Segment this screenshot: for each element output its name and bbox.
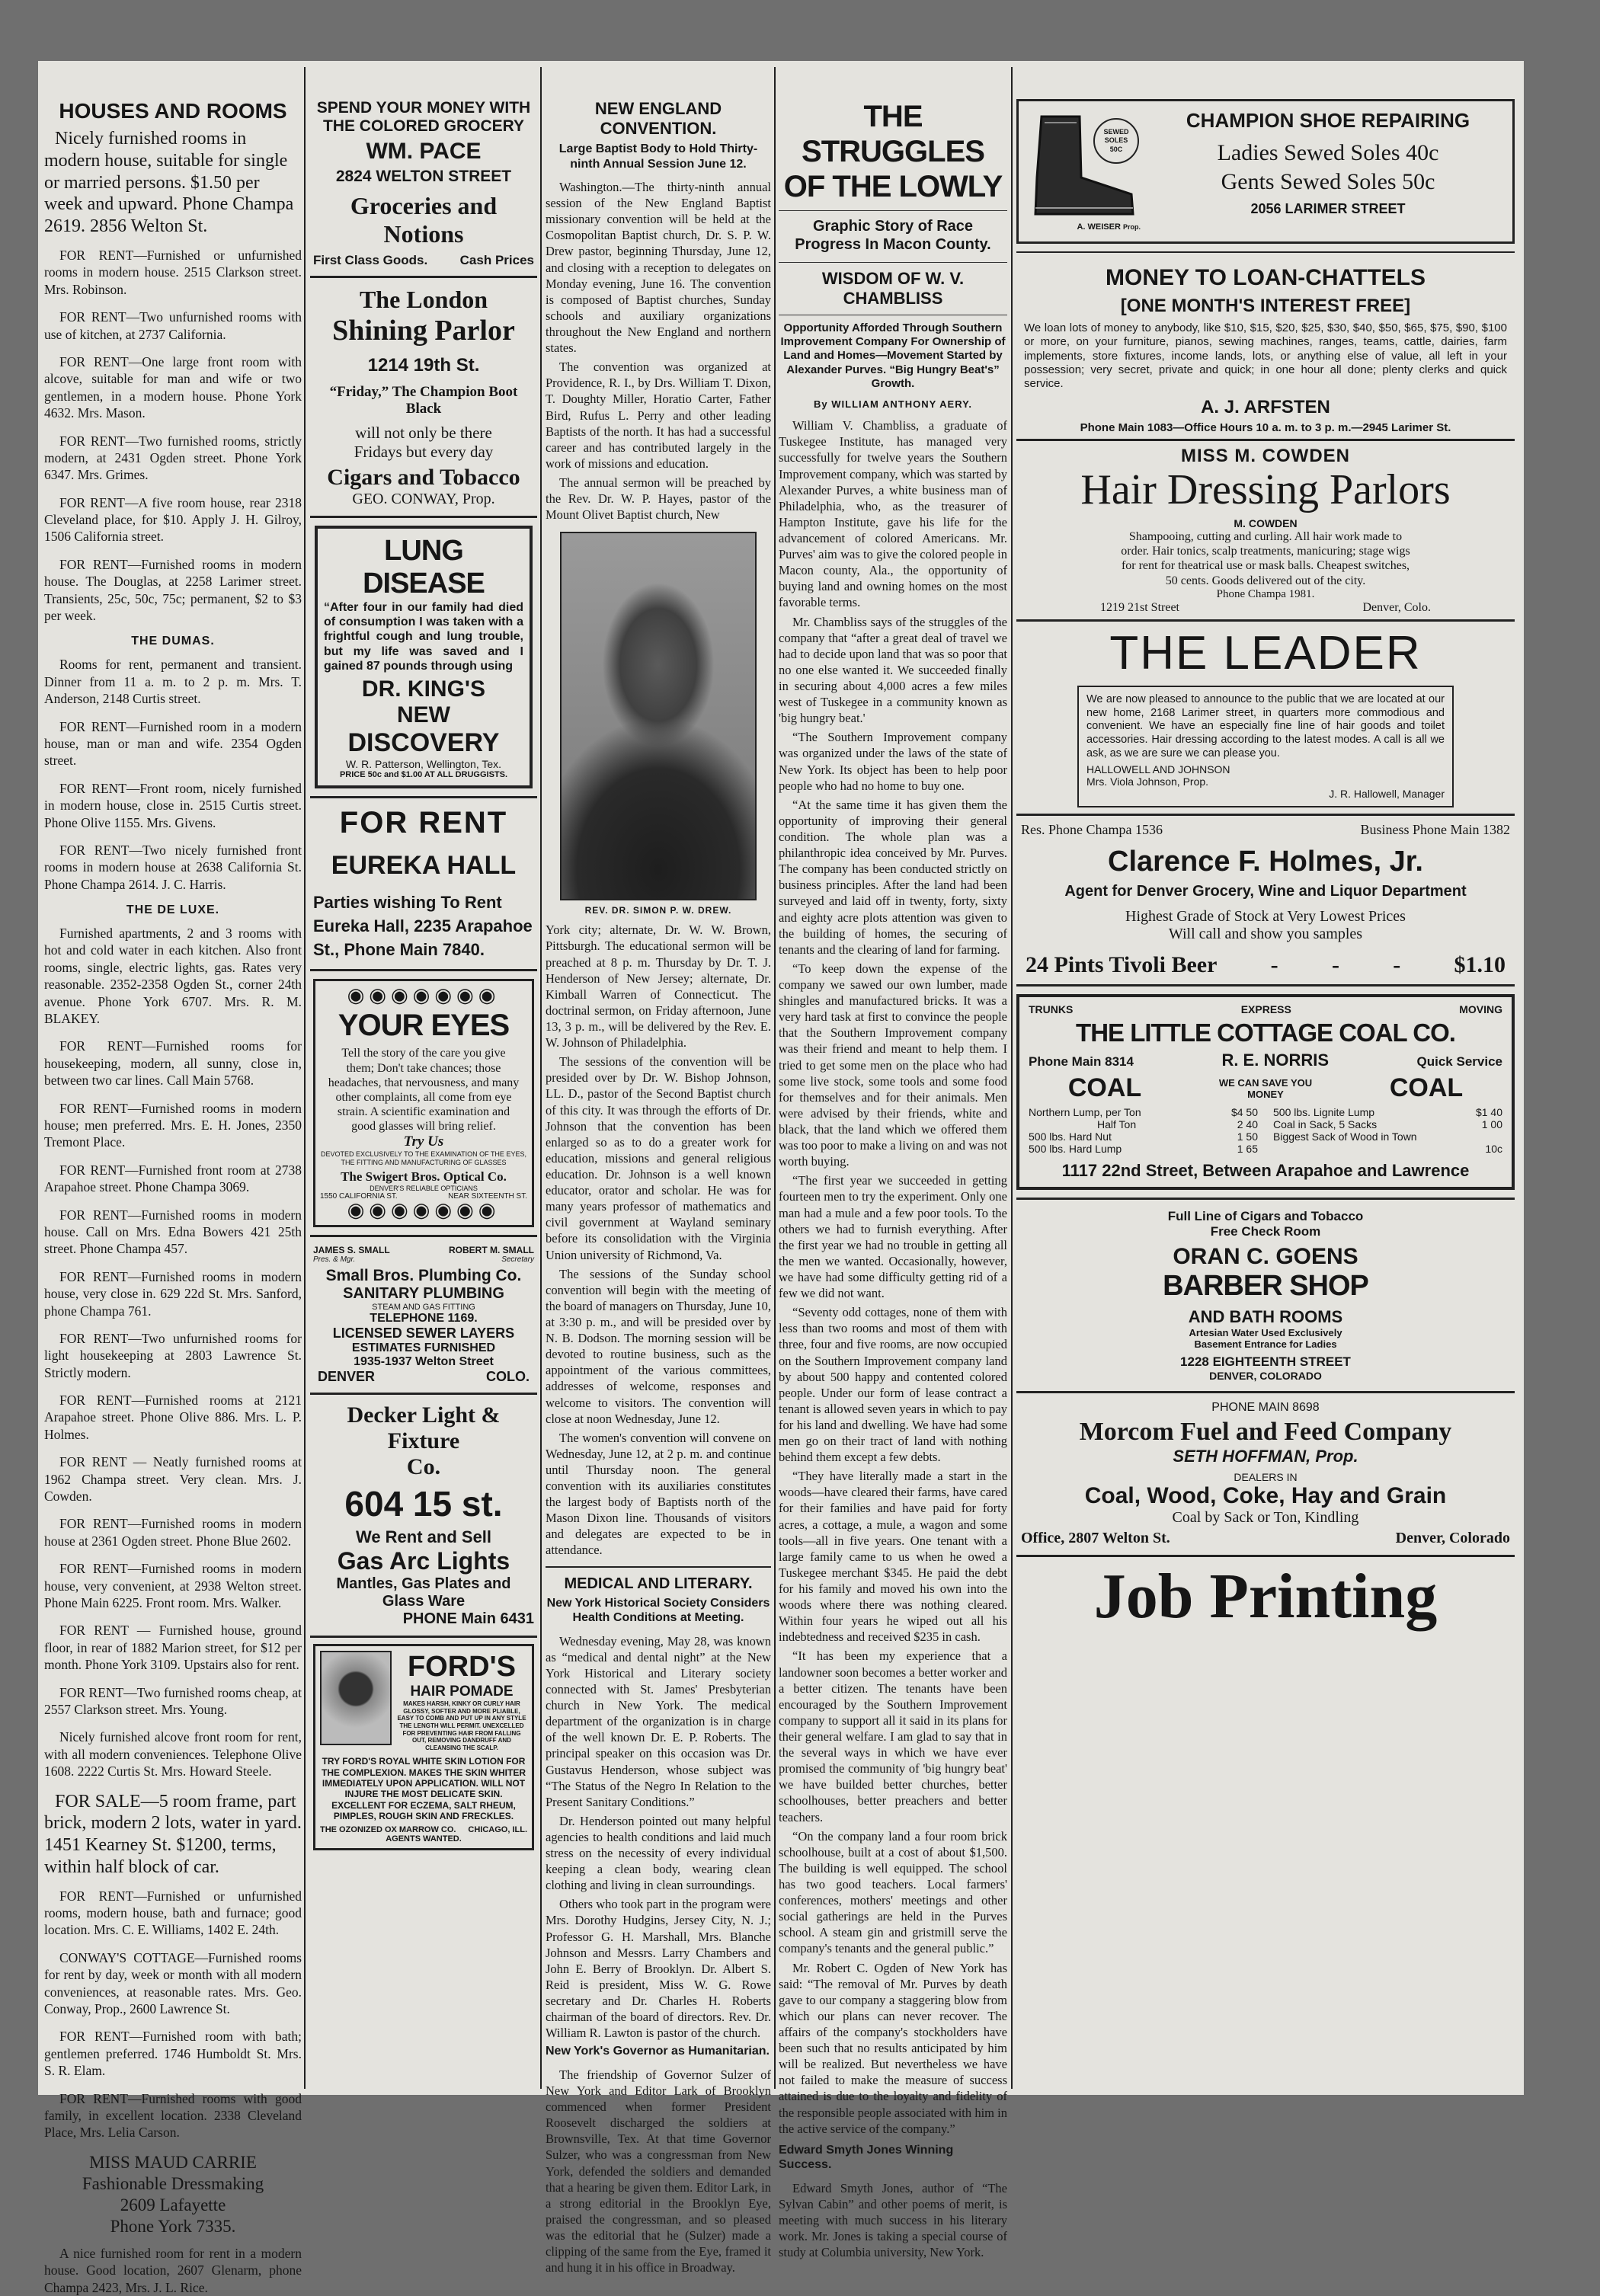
- eureka-hall-ad: [310, 798, 537, 971]
- classified-ad: FOR RENT—Furnished rooms with good family, in excellent location. 2338 Cleveland Place, Mrs. Lelia Carson.: [44, 2090, 302, 2141]
- coal-phone: Phone Main 8314: [1029, 1054, 1134, 1070]
- article-deck: Edward Smyth Jones Winning Success.: [779, 2143, 954, 2172]
- cowden-line: M. COWDEN: [1234, 517, 1298, 530]
- classifieds-heading: HOUSES AND ROOMS: [59, 99, 287, 123]
- barber-line: Full Line of Cigars and Tobacco: [1167, 1209, 1364, 1224]
- plumb-line: COLO.: [486, 1369, 530, 1385]
- article-paragraph: Dr. Henderson pointed out many helpful agencies to health conditions and laid much stress on the necessity of every individual keeping a clean body, wearing clean clothing and living in clean surroundings.: [546, 1813, 771, 1893]
- article-paragraph: Wednesday evening, May 28, was known as “medical and dental night” at the New York Historical and Literary society connected with St. James' Presbyterian church in New York. The medical department of the organization is in charge of the well known Dr. E. P. Roberts. The principal speaker on this occasion was Dr. Gustavus Henderson, whose subject was “The Status of the Negro In Relation to the Present Sanitary Conditions.”: [546, 1633, 771, 1809]
- classified-ad: CONWAY'S COTTAGE—Furnished rooms for rent by day, week or month with all modern conveniences, at reasonable rates. Mrs. Geo. Conway, Prop., 2600 Lawrence St.: [44, 1949, 302, 2017]
- classified-list: [44, 247, 302, 624]
- ford-line: AGENTS WANTED.: [386, 1834, 462, 1844]
- plumb-line: ROBERT M. SMALL: [449, 1245, 534, 1256]
- london-line: Shining Parlor: [332, 315, 515, 347]
- coal-line: Quick Service: [1416, 1054, 1502, 1070]
- lung-disease-ad: [310, 518, 537, 798]
- plumb-line: DENVER: [318, 1369, 376, 1385]
- ford-line: THE OZONIZED OX MARROW CO.: [320, 1824, 456, 1834]
- hair-dressing-ad: [1016, 441, 1515, 621]
- coal-item: 500 lbs. Hard Lump: [1029, 1143, 1122, 1156]
- coal-title: THE LITTLE COTTAGE COAL CO.: [1076, 1018, 1455, 1047]
- coal-word: COAL: [1067, 1073, 1142, 1103]
- classified-ad: FOR RENT—Furnished rooms in modern house. Call on Mrs. Edna Bowers 421 25th street. Phone Champa 457.: [44, 1207, 302, 1257]
- leader-title: THE LEADER: [1109, 626, 1422, 680]
- loan-title: MONEY TO LOAN-CHATTELS: [1106, 265, 1426, 290]
- coal-proprietor: R. E. NORRIS: [1221, 1050, 1330, 1070]
- lung-line: PRICE 50c and $1.00 AT ALL DRUGGISTS.: [339, 769, 508, 779]
- leader-line: HALLOWELL AND JOHNSON: [1086, 763, 1230, 776]
- column-rule: [1011, 67, 1013, 2089]
- article-paragraph: The annual sermon will be preached by the Rev. Dr. W. P. Hayes, pastor of the Mount Olivet Baptist church, New: [546, 475, 771, 523]
- coal-line: EXPRESS: [1240, 1003, 1291, 1016]
- barber-name: ORAN C. GOENS: [1173, 1244, 1358, 1270]
- barber-line: AND BATH ROOMS: [1188, 1307, 1343, 1327]
- plumb-line: ESTIMATES FURNISHED: [351, 1341, 496, 1355]
- eyes-line: DENVER'S RELIABLE OPTICIANS: [370, 1185, 478, 1193]
- shoe-prop: Prop.: [1122, 223, 1141, 231]
- decker-line: Co.: [406, 1454, 441, 1480]
- job-printing-ad: [1016, 1557, 1515, 1632]
- classified-ad: FOR RENT — Furnished house, ground floor, in rear of 1882 Marion street, for $12 per month. Phone York 3109. Upstairs also for rent.: [44, 1623, 302, 1673]
- morcom-line: Coal by Sack or Ton, Kindling: [1172, 1509, 1359, 1527]
- loan-text: We loan lots of money to anybody, like $10, $15, $20, $25, $30, $40, $50, $65, $75, $90, $100 or more, on your furniture, pianos, sewing machines, ranges, teams, cattle, dairies, farm implements, store fixtures, income lands, lots, or anything else of value, all left in your possession; very secret, private and quick; in one hour all done; plenty clerks and quick service.: [1024, 321, 1507, 391]
- cowden-phone: Phone Champa 1981.: [1216, 587, 1315, 600]
- column-rule: [540, 67, 542, 2089]
- morcom-line: DEALERS IN: [1234, 1471, 1298, 1484]
- badge-line: 50C: [1109, 145, 1123, 153]
- lung-line: DISCOVERY: [347, 727, 500, 757]
- article-deck: Opportunity Afforded Through Southern Improvement Company For Ownership of Land and Homes—Movement Started by Alexander Purves. “Big Hungry Beat's” Growth.: [780, 321, 1006, 390]
- plumbing-ad: [310, 1237, 537, 1395]
- eyes-title: YOUR EYES: [338, 1009, 510, 1043]
- coal-price: 1 00: [1481, 1118, 1502, 1131]
- badge-line: SEWED: [1103, 128, 1129, 136]
- holmes-line: -: [1270, 952, 1278, 978]
- coal-price: $4 50: [1230, 1106, 1258, 1119]
- ford-title: FORD'S: [407, 1651, 517, 1684]
- loan-subtitle: [ONE MONTH'S INTEREST FREE]: [1120, 296, 1411, 316]
- barber-city: DENVER, COLORADO: [1209, 1370, 1322, 1383]
- plumb-line: 1935-1937 Welton Street: [354, 1355, 494, 1369]
- decker-address: 604 15 st.: [344, 1484, 503, 1524]
- eyes-text: Tell the story of the care you give them; Don't take chances; those headaches, that nervousness, and many other complaints, all come from eye strain. A scientific examination and good glasses will bring relief.: [328, 1047, 520, 1134]
- classified-ad: Nicely furnished alcove front room for rent, with all modern conveniences. Telephone Olive 1608. 2222 Curtis St. Mrs. Howard Steele.: [44, 1729, 302, 1780]
- morcom-address: Office, 2807 Welton St.: [1021, 1530, 1170, 1547]
- london-proprietor: GEO. CONWAY, Prop.: [352, 491, 495, 507]
- plumb-line: TELEPHONE 1169.: [370, 1312, 478, 1325]
- coal-price: 10c: [1485, 1143, 1502, 1156]
- dressmaking-ad: [44, 2152, 302, 2237]
- london-line: will not only be there: [355, 424, 492, 442]
- eye-icon: ◉◉◉◉◉◉◉: [347, 984, 501, 1007]
- decker-line: Decker Light & Fixture: [347, 1402, 501, 1454]
- london-line: The London: [359, 286, 488, 313]
- article-headline: OF THE LOWLY: [783, 170, 1003, 203]
- barber-address: 1228 EIGHTEENTH STREET: [1180, 1354, 1351, 1370]
- coal-line: MOVING: [1459, 1003, 1502, 1016]
- classifieds-column: [44, 99, 302, 2295]
- pace-line: Notions: [383, 220, 464, 248]
- badge-line: SOLES: [1104, 136, 1128, 145]
- shoe-line: Ladies Sewed Soles 40c: [1217, 140, 1439, 165]
- classified-ad: FOR RENT—Two unfurnished rooms for light housekeeping at 2803 Lawrence St. Strictly modern.: [44, 1330, 302, 1380]
- cowden-city: Denver, Colo.: [1362, 600, 1431, 614]
- barber-title: BARBER SHOP: [1163, 1270, 1368, 1303]
- article-byline: By WILLIAM ANTHONY AERY.: [814, 398, 972, 411]
- barber-line: Free Check Room: [1210, 1224, 1321, 1239]
- lung-line: W. R. Patterson, Wellington, Tex.: [345, 757, 502, 770]
- plumb-line: Small Bros. Plumbing Co.: [325, 1267, 522, 1285]
- holmes-name: Clarence F. Holmes, Jr.: [1108, 846, 1423, 878]
- photo-caption: REV. DR. SIMON P. W. DREW.: [584, 905, 732, 916]
- classified-ad: FOR RENT—Furnished rooms in modern house, very close in. 629 22d St. Mrs. Sanford, phone Champa 761.: [44, 1268, 302, 1319]
- coal-item: 500 lbs. Hard Nut: [1029, 1130, 1112, 1143]
- leader-line: J. R. Hallowell, Manager: [1329, 788, 1445, 801]
- article-paragraph: “At the same time it has given them the opportunity of improving their general condition. The whole plan was a philanthropic idea conceived by Mr. Purves. The company has been conducted strictly on business principles. After the land had been surveyed and laid off in twenty, forty, sixty and eighty acre plots attention was given to the building of homes, the securing of tenants and the clearing of land for farming.: [779, 797, 1007, 957]
- classified-ad: FOR RENT—Furnished room with bath; gentlemen preferred. 1746 Humboldt St. Mrs. S. R. Elam.: [44, 2029, 302, 2079]
- classified-ad: FOR RENT—Furnished room in a modern house, man or man and wife. 2354 Ogden street.: [44, 718, 302, 769]
- article-headline: NEW ENGLAND CONVENTION.: [594, 99, 722, 138]
- pace-line: Groceries and: [350, 192, 498, 219]
- deluxe-heading: THE DE LUXE.: [126, 903, 220, 917]
- london-address: 1214 19th St.: [367, 355, 480, 376]
- plumb-line: LICENSED SEWER LAYERS: [332, 1325, 515, 1341]
- dressmaker-service: Fashionable Dressmaking: [82, 2173, 264, 2193]
- morcom-fuel-ad: [1016, 1393, 1515, 1557]
- coal-line: WE CAN SAVE YOU MONEY: [1218, 1076, 1313, 1100]
- classified-ad: FOR RENT—Two unfurnished rooms with use of kitchen, at 2737 California.: [44, 309, 302, 342]
- plumb-line: Secretary: [501, 1255, 534, 1265]
- classified-ad: FOR RENT—Furnished front room at 2738 Arapahoe street. Phone Champa 3069.: [44, 1162, 302, 1195]
- cowden-name: MISS M. COWDEN: [1181, 446, 1350, 467]
- barber-line: Artesian Water Used Exclusively: [1189, 1327, 1342, 1339]
- coal-item: Northern Lump, per Ton: [1029, 1106, 1141, 1119]
- article-paragraph: Mr. Robert C. Ogden of New York has said: “The removal of Mr. Purves by death gave to our company a staggering blow from which our plans can never recover. The affairs of the company's stockholders have been such that no results anticipated by him will be realized. But nevertheless we have not failed to make the measure of success attained is due to the loyalty and fidelity of the responsible people associated with him in the active service of the company.”: [779, 1960, 1007, 2136]
- holmes-phone: Res. Phone Champa 1536: [1021, 822, 1163, 838]
- shoe-repair-ad: [1016, 99, 1515, 244]
- pace-tag: Cash Prices: [459, 253, 534, 267]
- coal-price-list-right: [1273, 1106, 1502, 1155]
- ads-column-right: [1016, 99, 1515, 2080]
- classified-ad: FOR RENT—Two furnished rooms cheap, at 2557 Clarkson street. Mrs. Young.: [44, 1684, 302, 1717]
- decker-line: Glass Ware: [382, 1593, 466, 1610]
- dressmaker-address: 2609 Lafayette: [120, 2195, 226, 2214]
- classified-ad: Nicely furnished rooms in modern house, suitable for single or married persons. $1.50 per week and upward. Phone Champa 2619. 2856 Welton St.: [44, 129, 294, 237]
- classified-ad: FOR RENT — Neatly furnished rooms at 1962 Champa street. Very clean. Mrs. J. Cowden.: [44, 1454, 302, 1505]
- newspaper-page: [38, 61, 1524, 2295]
- column-rule: [304, 67, 306, 2089]
- eyes-line: Try Us: [403, 1134, 444, 1150]
- article-deck: New York Historical Society Considers Health Conditions at Meeting.: [546, 1596, 770, 1625]
- article-deck: Large Baptist Body to Hold Thirty-ninth Annual Session June 12.: [558, 142, 758, 171]
- lung-line: DR. KING'S: [361, 676, 486, 702]
- loan-address: Phone Main 1083—Office Hours 10 a. m. to 3 p. m.—2945 Larimer St.: [1080, 421, 1451, 435]
- lung-line: NEW: [397, 702, 450, 727]
- coal-item: 500 lbs. Lignite Lump: [1273, 1106, 1375, 1119]
- article-paragraph: Others who took part in the program were Mrs. Dorothy Hudgins, Jersey City, N. J.; Professor G. H. Marshall, Mrs. Blanche Johnson and Messrs. Larry Chambers and John E. Berry of Brooklyn. Dr. Albert S. Reid is president, Miss W. G. Rowe secretary and Dr. Charles H. Roberts chairman of the board of directors. Rev. Dr. William R. Lawton is pastor of the church.: [546, 1897, 771, 2041]
- article-paragraph: York city; alternate, Dr. W. W. Brown, Pittsburgh. The educational sermon will be preached at 8 p. m. Thursday by Dr. T. J. Henderson of New Jersey; alternate, Dr. Kimball Warren of Connecticut. The doctrinal sermon, on Friday afternoon, June 13, 3 p. m., will be delivered by the Rev. E. W. Johnson of Philadelphia.: [546, 923, 771, 1050]
- coal-item: Biggest Sack of Wood in Town: [1273, 1130, 1417, 1143]
- article-paragraph: “The Southern Improvement company was organized under the laws of the state of New York. Its object has been to help poor people who had no home to buy one.: [779, 730, 1007, 793]
- classified-ad: FOR SALE—5 room frame, part brick, modern 2 lots, water in yard. 1451 Kearney St. $1200, terms, within half block of car.: [44, 1791, 302, 1877]
- article-paragraph: “Seventy odd cottages, none of them with less than two rooms and most of them with three, four and five rooms, are now occupied on the Southern Improvement company land by about 500 happy and contented colored people. Under our form of lease contract a tenant is allowed seven years in which to pay for his land and dwelling. We have had some men go on their tract of land with nothing behind them except a few debts.: [779, 1305, 1007, 1465]
- decker-line: We Rent and Sell: [355, 1527, 492, 1547]
- london-line: Fridays but every day: [354, 443, 494, 461]
- leader-ad: [1016, 622, 1515, 817]
- ford-line: CHICAGO, ILL.: [468, 1824, 527, 1834]
- decker-line: Gas Arc Lights: [337, 1547, 510, 1575]
- classified-ad: FOR RENT—Furnished rooms in modern house at 2361 Ogden street. Phone Blue 2602.: [44, 1516, 302, 1549]
- coal-item: Coal in Sack, 5 Sacks: [1273, 1118, 1378, 1131]
- article-headline: MEDICAL AND LITERARY.: [564, 1575, 753, 1592]
- eyes-line: 1550 CALIFORNIA ST.: [320, 1192, 398, 1201]
- pace-line: SPEND YOUR MONEY WITH: [316, 99, 531, 117]
- holmes-price: $1.10: [1454, 952, 1506, 978]
- coal-price-list-left: [1029, 1106, 1258, 1155]
- article-paragraph: “On the company land a four room brick schoolhouse, built at a cost of about $1,500. The building is well equipped. The school has two good teachers. Local farmers' conferences, mothers' meetings and other social gatherings are held in the Purves school. A steam gin and gristmill serve the company's tenants and the general public.”: [779, 1828, 1007, 1956]
- column-rule: [774, 67, 776, 2089]
- pace-grocery-ad: [310, 99, 537, 278]
- ford-text: MAKES HARSH, KINKY OR CURLY HAIR GLOSSY, SOFTER AND MORE PLIABLE, EASY TO COMB AND PUT UP IN ANY STYLE THE LENGTH WILL PERMIT. UNEXCELLED FOR PREVENTING HAIR FROM FALLING OUT, REMOVING DANDRUFF AND CLEANSING THE SCALP.: [397, 1700, 526, 1751]
- article-paragraph: The sessions of the convention will be presided over by Dr. W. Bishop Johnson, LL. D., pastor of the Second Baptist church of this city. It was through the efforts of Dr. Johnson that the convention has been enlarged so as to do a greater work for education, missions and general religious education. Dr. Johnson is a well known educator, orator and scholar. He was for many years professor of mathematics and civil government at Wayland seminary before its consolidation with the Virginia Union university of Richmond, Va.: [546, 1054, 771, 1262]
- london-line: Cigars and Tobacco: [327, 465, 520, 490]
- dressmaker-phone: Phone York 7335.: [110, 2216, 236, 2236]
- article-paragraph: “They have literally made a start in the woods—have cleared their farms, have cared for their families and have paid for forty acres, a cottage, a mule, a wagon and some tools—all in five years. One tenant with a large family came to us when he owed a Tuskegee merchant $345. He paid the debt for his family and moved his own into the woods where there was nothing cleared. Within four years he wiped out all his indebtedness and received $235 in cash.: [779, 1469, 1007, 1645]
- article-paragraph: “The first year we succeeded in getting fourteen men to try the experiment. Only one man had a mule and a few poor tools. To the others we had to furnish everything. After the first year we had no trouble in getting all the men we wanted. Occasionally, however, we have had some difficulty getting rid of a few we did not want.: [779, 1173, 1007, 1301]
- portrait-image: [320, 1651, 392, 1745]
- portrait-photo: [560, 532, 757, 900]
- eyes-line: DEVOTED EXCLUSIVELY TO THE EXAMINATION OF THE EYES, THE FITTING AND MANUFACTURING OF GLASSES: [321, 1150, 526, 1166]
- article-paragraph: “It has been my experience that a landowner soon becomes a better worker and a better citizen. The tenants have been encouraged by the Southern Improvement company to support all it said in its plans for their general welfare. I am glad to say that in the several ways in which we have ever promised the community of 'big hungry beat' we have builded better churches, better schoolhouses, better preachers and better teachers.: [779, 1648, 1007, 1824]
- cowden-text: Shampooing, cutting and curling. All hair work made to order. Hair tonics, scalp treatments, manicuring; stage wigs for rent for theatrical use or mask balls. Cheapest switches, 50 cents. Goods delivered out of the city.: [1121, 530, 1410, 587]
- article-headline: WISDOM OF W. V. CHAMBLISS: [821, 268, 965, 308]
- article-paragraph: William V. Chambliss, a graduate of Tuskegee Institute, has managed very successfully for twelve years the Southern Improvement company, which was started by Alexander Purves, a white business man of Philadelphia, who, as the treasurer of Hampton Institute, gave his life for the advancement of colored Americans. Mr. Purves' aim was to give the colored people in Macon county, Ala., the opportunity of buying land and owning homes on the most favorable terms.: [779, 418, 1007, 610]
- classified-ad: FOR RENT—Furnished or unfurnished rooms, modern house, bath and furnace; good location. Mrs. C. E. Williams, 1402 E. 24th.: [44, 1888, 302, 1938]
- shoe-title: CHAMPION SHOE REPAIRING: [1186, 109, 1470, 132]
- holmes-line: Will call and show you samples: [1168, 926, 1363, 943]
- pace-name: WM. PACE: [366, 139, 482, 164]
- eyes-line: The Swigert Bros. Optical Co.: [341, 1169, 507, 1185]
- coal-price: $1 40: [1475, 1106, 1502, 1119]
- shoe-address: 2056 LARIMER STREET: [1250, 201, 1406, 216]
- classified-ad: FOR RENT—Furnished or unfurnished rooms in modern house. 2515 Clarkson street. Mrs. Robinson.: [44, 247, 302, 297]
- pace-tag: First Class Goods.: [313, 253, 428, 267]
- job-printing-title: Job Printing: [1093, 1561, 1438, 1632]
- morcom-title: Morcom Fuel and Feed Company: [1079, 1418, 1452, 1447]
- classified-ad: Rooms for rent, permanent and transient. Dinner from 11 a. m. to 2 p. m. Mrs. T. Anderson, 2148 Curtis street.: [44, 657, 302, 707]
- classified-ad: FOR RENT—Two nicely furnished front rooms in modern house at 2638 California St. Phone Champa 2614. J. C. Harris.: [44, 842, 302, 892]
- shoe-proprietor: A. WEISER: [1077, 222, 1121, 232]
- eye-icon: ◉◉◉◉◉◉◉: [347, 1199, 501, 1222]
- dressmaker-name: MISS MAUD CARRIE: [89, 2152, 257, 2172]
- holmes-line: 24 Pints Tivoli Beer: [1026, 952, 1218, 978]
- pace-line: THE COLORED GROCERY: [322, 117, 525, 135]
- morcom-city: Denver, Colorado: [1395, 1530, 1510, 1547]
- plumb-line: Pres. & Mgr.: [313, 1255, 356, 1265]
- article-paragraph: The women's convention will convene on Wednesday, June 12, at 2 p. m. and continue until Thursday noon. The general convention with its auxiliaries constitutes the largest body of Baptists north of the Mason Dixon line. Thousands of visitors and delegates are expected to be in attendance.: [546, 1430, 771, 1558]
- leader-text: We are now pleased to announce to the public that we are located at our new home, 2168 Larimer street, in quarters more commodious and convenient. We have an especially fine line of hair goods and toilet accessories. Hair dressing according to the latest modes. A call is all we ask, as we are sure we can please you.: [1086, 693, 1445, 759]
- coal-item: Half Ton: [1097, 1118, 1137, 1131]
- classified-ad: FOR RENT—Furnished rooms in modern house. The Douglas, at 2258 Larimer street. Transients, 25c, 50c, 75c; permanent, $2 to $3 per week.: [44, 556, 302, 624]
- morcom-phone: PHONE MAIN 8698: [1211, 1401, 1320, 1415]
- ford-subtitle: HAIR POMADE: [410, 1684, 514, 1700]
- classified-ad: FOR RENT—Furnished rooms in modern house; men preferred. Mrs. E. H. Jones, 2350 Tremont Place.: [44, 1100, 302, 1150]
- holmes-phone: Business Phone Main 1382: [1360, 822, 1510, 838]
- your-eyes-ad: [310, 971, 537, 1237]
- coal-company-ad: [1016, 987, 1515, 1200]
- holmes-line: -: [1393, 952, 1401, 978]
- article-headline: THE STRUGGLES: [802, 100, 984, 168]
- article-paragraph: “To keep down the expense of the company we sawed our own lumber, made shingles and manufactured bricks. It was a very hard task at first to convince the people that the Southern Improvement company was their friend and meant to help them. I tried to get some men on the place who had some live stock, some tools and some food for themselves and for their animals. Men were advised by their friends, white and black, that the land which we offered them was too poor to make a living on and was not worth buying.: [779, 961, 1007, 1169]
- pace-address: 2824 WELTON STREET: [335, 168, 512, 185]
- ads-column-left: [310, 99, 537, 2080]
- eureka-line: FOR RENT: [339, 805, 508, 839]
- holmes-line: Agent for Denver Grocery, Wine and Liquor Department: [1064, 883, 1467, 900]
- plumb-line: SANITARY PLUMBING: [343, 1285, 504, 1303]
- shoe-line: Gents Sewed Soles: [1221, 169, 1397, 194]
- morcom-proprietor: SETH HOFFMAN, Prop.: [1173, 1447, 1358, 1466]
- eureka-line: EUREKA HALL: [331, 850, 517, 880]
- decker-light-ad: [310, 1395, 537, 1638]
- holmes-ad: [1016, 816, 1515, 987]
- classified-ad: FOR RENT—Front room, nicely furnished in modern house, close in. 2515 Curtis street. Phone Olive 1155. Mrs. Givens.: [44, 780, 302, 830]
- classified-ad: FOR RENT—One large front room with alcove, suitable for man and wife or two gentlemen, in a modern house. Phone York 4632. Mrs. Mason.: [44, 353, 302, 421]
- barber-shop-ad: [1016, 1200, 1515, 1393]
- classified-ad: FOR RENT—Furnished rooms in modern house, very convenient, at 2938 Welton street. Phone Main 6225. Front room. Mrs. Walker.: [44, 1561, 302, 1610]
- news-column-new-england: [546, 99, 772, 2275]
- coal-line: TRUNKS: [1029, 1003, 1074, 1016]
- classified-ad: Furnished apartments, 2 and 3 rooms with hot and cold water in each kitchen. Also front rooms, single, electric lights, gas. Rates very reasonable. 2352-2358 Ogden St., corner 24th avenue. Phone York 6707. Mrs. R. M. BLAKEY.: [44, 926, 302, 1027]
- plumb-line: JAMES S. SMALL: [313, 1245, 390, 1256]
- coal-word: COAL: [1389, 1073, 1464, 1103]
- london-line: “Friday,” The Champion Boot Black: [329, 384, 518, 417]
- news-column-struggles: [779, 99, 1007, 2260]
- holmes-line: -: [1331, 952, 1339, 978]
- article-paragraph: Edward Smyth Jones, author of “The Sylvan Cabin” and other poems of merit, is meeting with much success in his literary work. Mr. Jones is taking a special course of study at Columbia university, New York.: [779, 2180, 1007, 2260]
- plumb-line: STEAM AND GAS FITTING: [372, 1303, 475, 1313]
- coal-price: 1 65: [1237, 1143, 1258, 1156]
- coal-price: 2 40: [1237, 1118, 1258, 1131]
- article-deck: New York's Governor as Humanitarian.: [546, 2045, 770, 2058]
- article-paragraph: The sessions of the Sunday school convention will begin with the meeting of the board of managers on Thursday, June 10, at 3:30 p. m., and will be presided over by N. B. Dodson. The morning session will be devoted to routine business, such as the appointment of the various committees, addresses of welcome, responses and welcome to visitors. The convention will close at noon Wednesday, June 12.: [546, 1266, 772, 1426]
- cowden-address: 1219 21st Street: [1100, 600, 1179, 614]
- barber-line: Basement Entrance for Ladies: [1194, 1338, 1337, 1351]
- london-shining-parlor-ad: [310, 278, 537, 518]
- dumas-heading: THE DUMAS.: [131, 635, 215, 648]
- decker-line: Mantles, Gas Plates and: [336, 1575, 511, 1593]
- leader-line: Mrs. Viola Johnson, Prop.: [1086, 775, 1209, 788]
- shoe-price: 50c: [1402, 169, 1435, 194]
- lung-title: LUNG DISEASE: [363, 535, 485, 600]
- loan-name: A. J. ARFSTEN: [1201, 397, 1330, 418]
- lung-text: “After four in our family had died of consumption I was taken with a frightful cough and lung trouble, but my life was saved and I gained 87 pounds through using: [324, 601, 523, 673]
- holmes-line: Highest Grade of Stock at Very Lowest Prices: [1125, 908, 1406, 926]
- money-loan-ad: [1016, 261, 1515, 441]
- article-deck: Graphic Story of Race Progress In Macon County.: [795, 218, 991, 254]
- classified-ad: A nice furnished room for rent in a modern house. Good location, 2607 Glenarm, phone Champa 2423, Mrs. J. L. Rice.: [44, 2245, 302, 2295]
- coal-price: 1 50: [1237, 1130, 1258, 1143]
- eureka-text: Parties wishing To Rent Eureka Hall, 2235 Arapahoe St., Phone Main 7840.: [313, 892, 533, 959]
- coal-address: 1117 22nd Street, Between Arapahoe and Lawrence: [1061, 1161, 1470, 1181]
- sewed-soles-badge: [1093, 118, 1139, 164]
- classified-ad: FOR RENT—Two furnished rooms, strictly modern, at 2431 Ogden street. Phone York 6347. Mrs. Grimes.: [44, 433, 302, 483]
- boot-illustration: [1026, 109, 1141, 234]
- fords-pomade-ad: [310, 1638, 537, 1856]
- ford-text: TRY FORD'S ROYAL WHITE SKIN LOTION FOR THE COMPLEXION. MAKES THE SKIN WHITER IMMEDIATELY UPON APPLICATION. WILL NOT INJURE THE MOST DELICATE SKIN. EXCELLENT FOR ECZEMA, SALT RHEUM, PIMPLES, ROUGH SKIN AND FRECKLES.: [321, 1756, 526, 1822]
- article-paragraph: The friendship of Governor Sulzer of New York and Editor Lark of Brooklyn commenced when former President Roosevelt discharged the soldiers at Brownsville, Tex. At that time Governor Sulzer, who was a congressman from New York, defended the soldiers and demanded that a hearing be given them. Editor Lark, in a strong editorial in the Brooklyn Eye, praised the congressman, and so pleased was the editorial that he (Sulzer) made a clipping of the same from the Eye, framed it and hung it in his office in Broadway.: [546, 2067, 771, 2275]
- morcom-line: Coal, Wood, Coke, Hay and Grain: [1084, 1483, 1447, 1509]
- classified-ad: FOR RENT—A five room house, rear 2318 Cleveland place, for $10. Apply J. H. Gilroy, 1506 California street.: [44, 494, 302, 545]
- article-paragraph: The convention was organized at Providence, R. I., by Drs. William T. Dixon, T. Doughty Miller, Horatio Carter, Father Bird, Rufus L. Perry and other leading Baptists of the north. It has had a successful career and has contributed largely in the work of missions and education.: [546, 360, 771, 471]
- article-paragraph: Washington.—The thirty-ninth annual session of the New England Baptist missionary convention will be held at the Cosmopolitan Baptist church, Dr. S. P. W. Drew pastor, beginning Thursday, June 12, and closing with a reception to delegates on Monday evening, June 16. The convention is composed of Baptist churches, Sunday schools and auxiliary organizations throughout the New England and northern states.: [546, 180, 771, 356]
- classified-ad: FOR RENT—Furnished rooms at 2121 Arapahoe street. Phone Olive 886. Mrs. L. P. Holmes.: [44, 1393, 302, 1442]
- cowden-title: Hair Dressing Parlors: [1080, 466, 1451, 514]
- eyes-line: NEAR SIXTEENTH ST.: [448, 1192, 527, 1201]
- classified-ad: FOR RENT—Furnished rooms for housekeeping, modern, all sunny, close in, between two car lines. Call Main 5768.: [44, 1038, 302, 1089]
- decker-phone: PHONE Main 6431: [402, 1610, 534, 1628]
- article-paragraph: Mr. Chambliss says of the struggles of the company that “after a great deal of travel we had to decide upon land that was so poor that no one else wanted it. We succeeded finally in securing about 4,000 acres a few miles west of Tuskegee in a community known as 'big hungry beat.': [779, 614, 1007, 726]
